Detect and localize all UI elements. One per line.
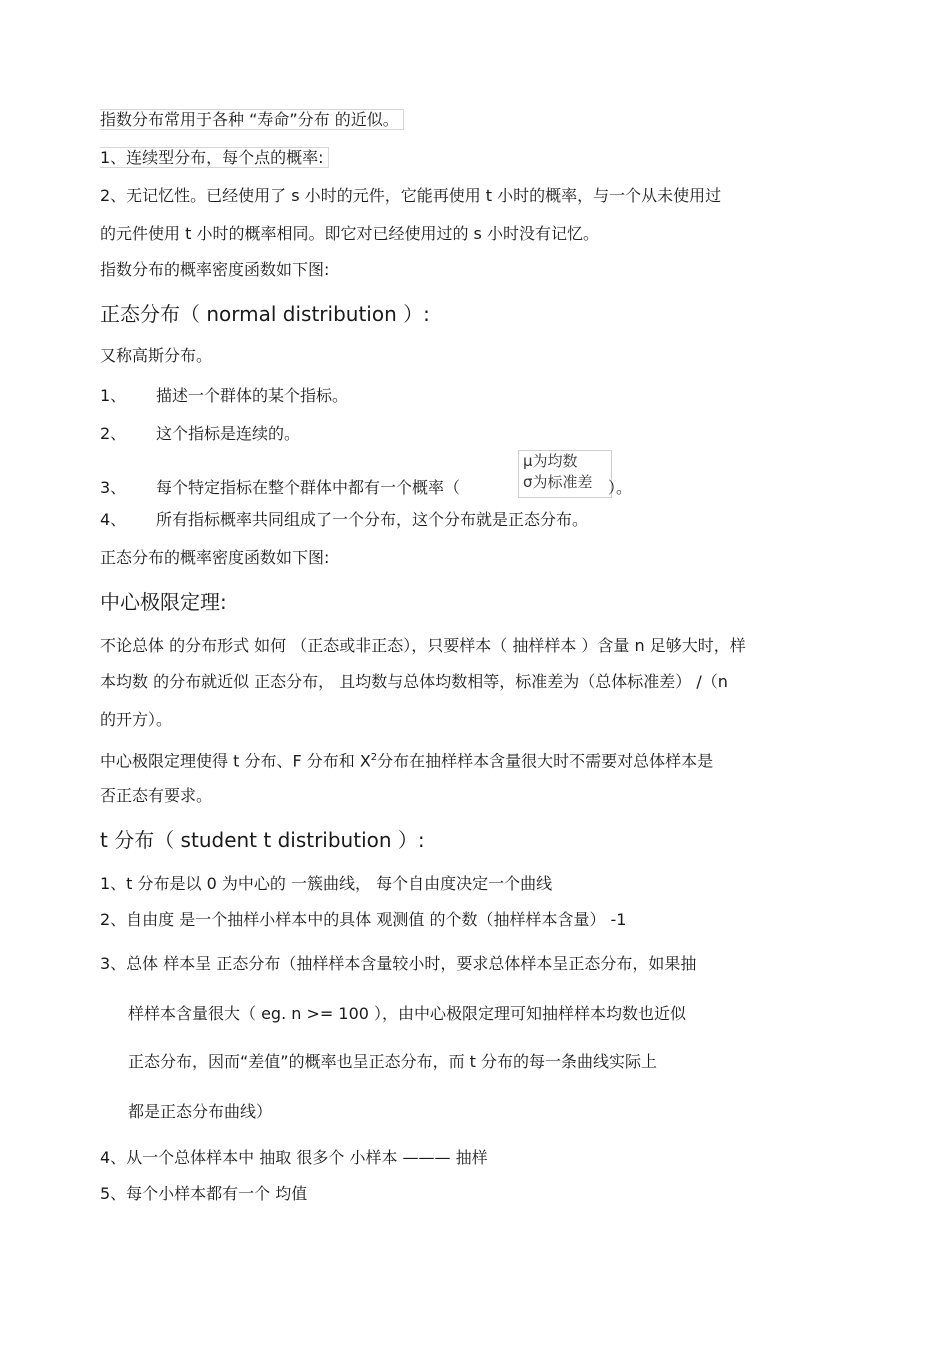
clt-text-3: 的开方）。 xyxy=(100,710,173,729)
clt-text-2: 本均数 的分布就近似 正态分布， 且均数与总体均数相等，标准差为（总体标准差） /（n xyxy=(100,672,728,691)
t-point-2: 2、自由度 是一个抽样小样本中的具体 观测值 的个数（抽样样本含量） -1 xyxy=(100,910,627,929)
clt-text-1: 不论总体 的分布形式 如何 （正态或非正态），只要样本（ 抽样样本 ）含量 n 足够大时，样 xyxy=(100,636,746,655)
exp-point-1: 1、连续型分布，每个点的概率: xyxy=(100,148,329,168)
clt-text-4: 中心极限定理使得 t 分布、F 分布和 $X^2$分布在抽样样本含量很大时不需要对总体样本是 xyxy=(100,751,714,771)
normal-item-3: 3、 每个特定指标在整个群体中都有一个概率（ xyxy=(100,478,461,497)
exp-point-2: 2、无记忆性。已经使用了 s 小时的元件，它能再使用 t 小时的概率，与一个从未使用过 xyxy=(100,186,722,205)
normal-heading: 正态分布（ normal distribution ）: xyxy=(100,302,430,326)
normal-pdf-caption: 正态分布的概率密度函数如下图: xyxy=(100,548,330,567)
normal-item-2: 2、 这个指标是连续的。 xyxy=(100,424,301,443)
normal-item-1: 1、 描述一个群体的某个指标。 xyxy=(100,386,349,405)
normal-item-3-close: ）。 xyxy=(608,478,633,497)
exp-pdf-caption: 指数分布的概率密度函数如下图: xyxy=(100,260,330,279)
mu-sigma-note: μ为均数 σ为标准差 xyxy=(518,450,612,498)
t-heading: t 分布（ student t distribution ）: xyxy=(100,828,425,852)
exp-point-2-cont: 的元件使用 t 小时的概率相同。即它对已经使用过的 s 小时没有记忆。 xyxy=(100,224,599,243)
t-point-3: 3、总体 样本呈 正态分布（抽样样本含量较小时，要求总体样本呈正态分布，如果抽 xyxy=(100,954,697,973)
t-point-3-cont-2: 正态分布，因而“差值”的概率也呈正态分布，而 t 分布的每一条曲线实际上 xyxy=(128,1052,658,1071)
normal-item-4: 4、 所有指标概率共同组成了一个分布，这个分布就是正态分布。 xyxy=(100,510,589,529)
t-point-3-cont-1: 样样本含量很大（ eg. n >= 100 ），由中心极限定理可知抽样样本均数也近似 xyxy=(128,1004,687,1023)
exp-intro: 指数分布常用于各种 “寿命”分布 的近似。 xyxy=(100,110,404,130)
t-point-3-cont-3: 都是正态分布曲线） xyxy=(128,1102,273,1121)
t-point-1: 1、t 分布是以 0 为中心的 一簇曲线， 每个自由度决定一个曲线 xyxy=(100,874,553,893)
clt-heading: 中心极限定理: xyxy=(100,590,227,614)
normal-alias: 又称高斯分布。 xyxy=(100,346,213,365)
t-point-4: 4、从一个总体样本中 抽取 很多个 小样本 ——— 抽样 xyxy=(100,1148,488,1167)
superscript-2: 2 xyxy=(370,752,378,763)
clt-text-5: 否正态有要求。 xyxy=(100,786,213,805)
t-point-5: 5、每个小样本都有一个 均值 xyxy=(100,1184,308,1203)
